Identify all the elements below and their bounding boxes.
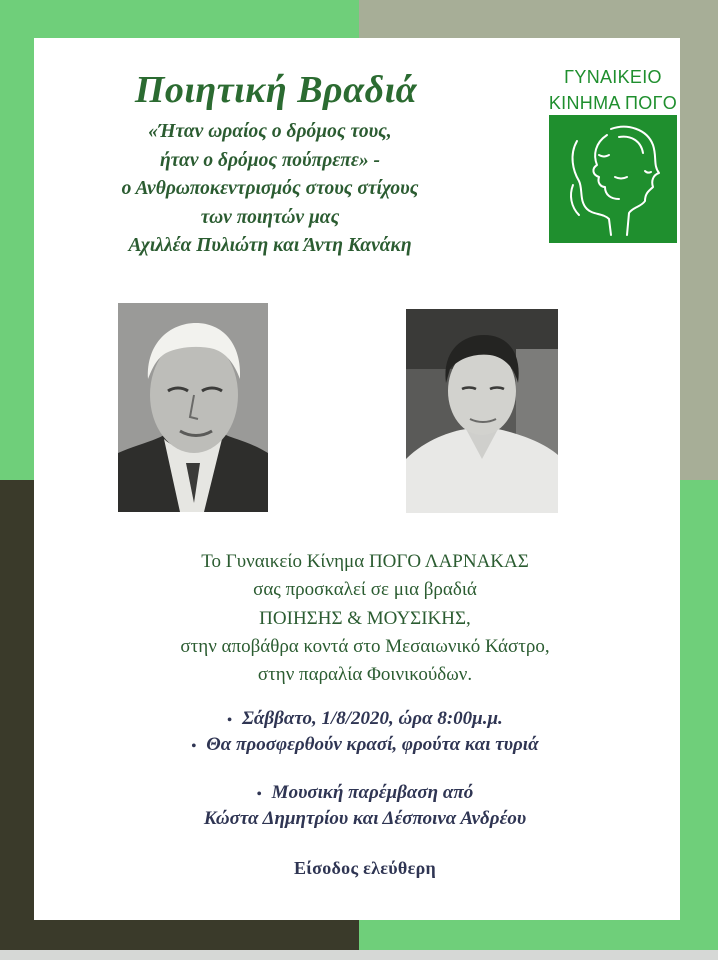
bottom-edge-strip [0,950,718,960]
portrait-man-white-shirt-photo [406,309,558,513]
invitation-line: Το Γυναικείο Κίνημα ΠΟΓΟ ΛΑΡΝΑΚΑΣ [201,551,529,572]
free-entry-text: Είσοδος ελεύθερη [293,858,437,878]
date-time-text: Σάββατο, 1/8/2020, ώρα 8:00μ.μ. [242,708,503,729]
offer-line [60,734,670,756]
invitation-line: στην παραλία Φοινικούδων. [257,664,473,686]
invitation-line: ΠΟΙΗΣΗΣ & ΜΟΥΣΙΚΗΣ, [259,607,471,629]
logo-emblem [549,115,677,243]
music-line [60,782,670,804]
invitation-text [60,548,670,689]
two-faces-line-art-icon [549,115,677,243]
date-time-line [60,708,670,730]
music-text: Μουσική παρέμβαση από [271,782,474,803]
invitation-line: στην αποβάθρα κοντά στο Μεσαιωνικό Κάστρο, [180,635,550,657]
logo-text-line1: ΓΥΝΑΙΚΕΙΟ [564,67,662,87]
subtitle-line: ήταν ο δρόμος πούπρεπε» - [159,149,381,171]
organization-logo [547,61,679,245]
poster-title: Ποιητική Βραδιά [134,69,418,111]
bullet-icon: • [191,739,197,754]
offer-text: Θα προσφερθούν κρασί, φρούτα και τυριά [206,734,539,755]
subtitle-line: των ποιητών μας [200,206,340,228]
subtitle-line: ο Ανθρωποκεντρισμός στους στίχους [121,178,419,199]
poster-subtitle [40,118,500,261]
portrait-older-man-photo [118,303,268,512]
logo-text-line2: ΚΙΝΗΜΑ ΠΟΓΟ [548,93,678,113]
subtitle-line: «Ήταν ωραίος ο δρόμος τους, [148,121,392,142]
bullet-icon: • [256,787,262,802]
invitation-line: σας προσκαλεί σε μια βραδιά [253,579,477,601]
subtitle-line: Αχιλλέα Πυλιώτη και Άντη Κανάκη [128,235,412,256]
musicians-line: Κώστα Δημητρίου και Δέσποινα Ανδρέου [203,808,527,829]
bullet-icon: • [227,713,233,728]
